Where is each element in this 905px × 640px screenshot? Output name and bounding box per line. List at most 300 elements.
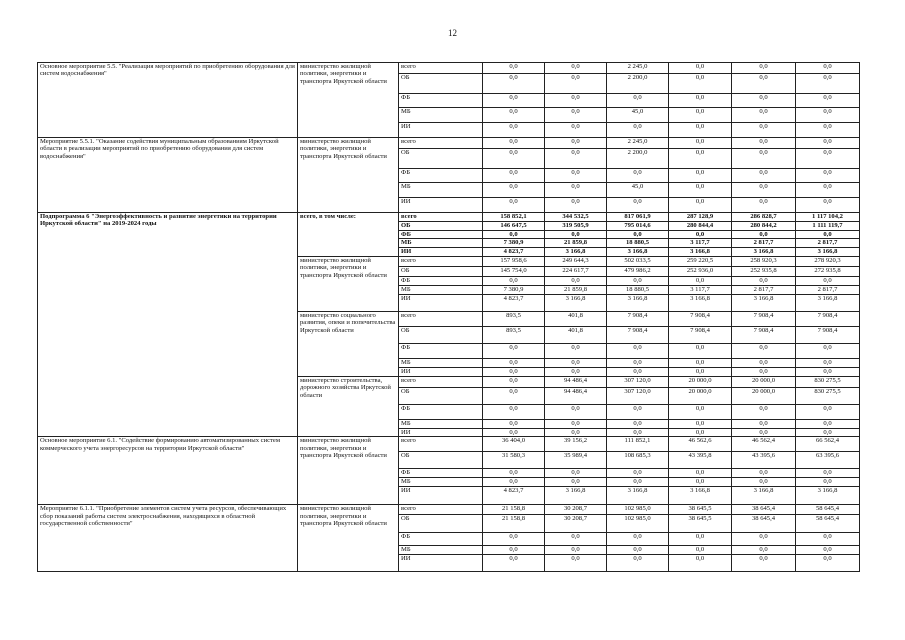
amount-cell: 0,0	[669, 231, 732, 239]
amount-cell: 2 817,7	[796, 285, 860, 294]
funding-source: МБ	[399, 108, 483, 123]
activity-name: Основное мероприятие 6.1. "Содействие формированию автоматизированных систем коммерческого учета энергоресурсов на территории Иркутской области"	[38, 437, 298, 505]
amount-cell: 3 166,8	[732, 487, 796, 505]
amount-cell: 893,5	[483, 311, 545, 326]
amount-cell: 0,0	[545, 123, 607, 138]
funding-source: всего	[399, 376, 483, 387]
amount-cell: 0,0	[483, 343, 545, 358]
amount-cell: 0,0	[732, 149, 796, 169]
amount-cell: 0,0	[796, 198, 860, 213]
amount-cell: 0,0	[545, 404, 607, 419]
amount-cell: 0,0	[732, 94, 796, 108]
amount-cell: 0,0	[483, 533, 545, 546]
funding-source: всего	[399, 63, 483, 74]
amount-cell: 0,0	[545, 428, 607, 436]
amount-cell: 0,0	[545, 108, 607, 123]
amount-cell: 830 275,5	[796, 376, 860, 387]
amount-cell: 30 208,7	[545, 505, 607, 515]
funding-source: ИИ	[399, 123, 483, 138]
amount-cell: 46 562,6	[669, 437, 732, 452]
amount-cell: 0,0	[732, 404, 796, 419]
amount-cell: 0,0	[796, 183, 860, 198]
amount-cell: 7 908,4	[796, 326, 860, 343]
amount-cell: 94 486,4	[545, 376, 607, 387]
amount-cell: 0,0	[669, 123, 732, 138]
amount-cell: 259 220,5	[669, 256, 732, 266]
amount-cell: 66 562,4	[796, 437, 860, 452]
amount-cell: 18 880,5	[607, 239, 669, 248]
amount-cell: 0,0	[669, 138, 732, 149]
amount-cell: 0,0	[669, 469, 732, 478]
amount-cell: 319 505,9	[545, 222, 607, 231]
amount-cell: 102 985,0	[607, 515, 669, 533]
funding-source: ИИ	[399, 294, 483, 311]
amount-cell: 0,0	[669, 343, 732, 358]
funding-source: ОБ	[399, 266, 483, 276]
amount-cell: 0,0	[732, 169, 796, 183]
amount-cell: 0,0	[545, 169, 607, 183]
amount-cell: 0,0	[483, 183, 545, 198]
executor-name: всего, в том числе:	[298, 213, 399, 257]
amount-cell: 0,0	[669, 555, 732, 572]
amount-cell: 0,0	[796, 469, 860, 478]
amount-cell: 0,0	[545, 343, 607, 358]
amount-cell: 0,0	[669, 367, 732, 376]
table-row	[38, 505, 860, 515]
funding-source: ИИ	[399, 367, 483, 376]
amount-cell: 401,8	[545, 311, 607, 326]
amount-cell: 0,0	[483, 108, 545, 123]
table-row	[38, 138, 860, 149]
amount-cell: 7 908,4	[796, 311, 860, 326]
amount-cell: 0,0	[483, 138, 545, 149]
amount-cell: 0,0	[796, 123, 860, 138]
amount-cell: 0,0	[796, 63, 860, 74]
amount-cell: 31 580,3	[483, 452, 545, 469]
funding-source: ФБ	[399, 276, 483, 285]
amount-cell: 307 120,0	[607, 376, 669, 387]
amount-cell: 145 754,0	[483, 266, 545, 276]
amount-cell: 0,0	[545, 478, 607, 487]
amount-cell: 0,0	[545, 367, 607, 376]
activity-name: Подпрограмма 6 "Энергоэффективность и развитие энергетики на территории Иркутской области" на 2019-2024 годы	[38, 213, 298, 437]
amount-cell: 0,0	[483, 74, 545, 94]
amount-cell: 3 166,8	[607, 294, 669, 311]
amount-cell: 108 685,3	[607, 452, 669, 469]
amount-cell: 38 645,5	[669, 505, 732, 515]
amount-cell: 0,0	[607, 94, 669, 108]
amount-cell: 7 380,9	[483, 239, 545, 248]
amount-cell: 3 117,7	[669, 285, 732, 294]
amount-cell: 2 817,7	[796, 239, 860, 248]
amount-cell: 158 852,1	[483, 213, 545, 222]
amount-cell: 0,0	[669, 149, 732, 169]
amount-cell: 0,0	[483, 63, 545, 74]
amount-cell: 3 166,8	[732, 294, 796, 311]
table-row	[38, 63, 860, 74]
amount-cell: 0,0	[732, 419, 796, 428]
funding-source: ФБ	[399, 469, 483, 478]
amount-cell: 2 200,0	[607, 74, 669, 94]
funding-source: всего	[399, 213, 483, 222]
amount-cell: 1 111 119,7	[796, 222, 860, 231]
amount-cell: 0,0	[732, 123, 796, 138]
amount-cell: 157 958,6	[483, 256, 545, 266]
amount-cell: 0,0	[669, 276, 732, 285]
amount-cell: 21 859,8	[545, 285, 607, 294]
amount-cell: 7 908,4	[607, 311, 669, 326]
amount-cell: 3 166,8	[607, 487, 669, 505]
funding-source: ИИ	[399, 428, 483, 436]
amount-cell: 0,0	[483, 555, 545, 572]
amount-cell: 0,0	[796, 533, 860, 546]
amount-cell: 0,0	[483, 276, 545, 285]
amount-cell: 0,0	[607, 169, 669, 183]
amount-cell: 0,0	[545, 231, 607, 239]
amount-cell: 0,0	[796, 546, 860, 555]
funding-source: ФБ	[399, 533, 483, 546]
funding-source: МБ	[399, 285, 483, 294]
amount-cell: 0,0	[732, 428, 796, 436]
amount-cell: 0,0	[483, 376, 545, 387]
amount-cell: 0,0	[669, 404, 732, 419]
amount-cell: 7 908,4	[732, 326, 796, 343]
executor-name: министерство строительства, дорожного хозяйства Иркутской области	[298, 376, 399, 436]
amount-cell: 0,0	[669, 108, 732, 123]
amount-cell: 21 158,8	[483, 515, 545, 533]
amount-cell: 0,0	[483, 404, 545, 419]
amount-cell: 0,0	[796, 478, 860, 487]
amount-cell: 0,0	[796, 367, 860, 376]
amount-cell: 0,0	[545, 555, 607, 572]
amount-cell: 0,0	[545, 198, 607, 213]
executor-name: министерство социального развития, опеки и попечительства Иркутской области	[298, 311, 399, 376]
amount-cell: 287 128,9	[669, 213, 732, 222]
amount-cell: 0,0	[607, 276, 669, 285]
amount-cell: 0,0	[545, 546, 607, 555]
funding-source: ОБ	[399, 222, 483, 231]
amount-cell: 0,0	[545, 94, 607, 108]
amount-cell: 94 486,4	[545, 387, 607, 404]
amount-cell: 0,0	[732, 63, 796, 74]
amount-cell: 58 645,4	[796, 505, 860, 515]
funding-source: МБ	[399, 478, 483, 487]
amount-cell: 3 117,7	[669, 239, 732, 248]
funding-source: ОБ	[399, 149, 483, 169]
amount-cell: 3 166,8	[796, 294, 860, 311]
amount-cell: 102 985,0	[607, 505, 669, 515]
amount-cell: 0,0	[796, 231, 860, 239]
amount-cell: 0,0	[545, 533, 607, 546]
amount-cell: 0,0	[796, 138, 860, 149]
amount-cell: 3 166,8	[607, 248, 669, 256]
amount-cell: 3 166,8	[545, 487, 607, 505]
amount-cell: 280 844,4	[669, 222, 732, 231]
amount-cell: 20 000,0	[669, 376, 732, 387]
amount-cell: 0,0	[607, 367, 669, 376]
activity-name: Мероприятие 6.1.1. "Приобретение элементов систем учета ресурсов, обеспечивающих сбор показаний работы систем электроснабжения, находящихся в областной государственной собственности"	[38, 505, 298, 572]
amount-cell: 278 920,3	[796, 256, 860, 266]
funding-source: МБ	[399, 183, 483, 198]
amount-cell: 0,0	[732, 138, 796, 149]
funding-source: ИИ	[399, 487, 483, 505]
amount-cell: 0,0	[796, 343, 860, 358]
amount-cell: 0,0	[483, 94, 545, 108]
amount-cell: 63 395,6	[796, 452, 860, 469]
amount-cell: 0,0	[796, 94, 860, 108]
amount-cell: 21 859,8	[545, 239, 607, 248]
amount-cell: 286 828,7	[732, 213, 796, 222]
amount-cell: 0,0	[732, 183, 796, 198]
amount-cell: 0,0	[483, 149, 545, 169]
amount-cell: 893,5	[483, 326, 545, 343]
amount-cell: 0,0	[796, 358, 860, 367]
funding-source: ФБ	[399, 231, 483, 239]
amount-cell: 0,0	[607, 533, 669, 546]
amount-cell: 0,0	[483, 469, 545, 478]
amount-cell: 4 823,7	[483, 487, 545, 505]
amount-cell: 252 936,0	[669, 266, 732, 276]
amount-cell: 401,8	[545, 326, 607, 343]
amount-cell: 3 166,8	[732, 248, 796, 256]
amount-cell: 4 823,7	[483, 248, 545, 256]
amount-cell: 7 908,4	[607, 326, 669, 343]
amount-cell: 1 117 104,2	[796, 213, 860, 222]
amount-cell: 0,0	[483, 478, 545, 487]
funding-source: ФБ	[399, 343, 483, 358]
amount-cell: 0,0	[607, 123, 669, 138]
amount-cell: 20 000,0	[732, 387, 796, 404]
funding-source: МБ	[399, 358, 483, 367]
amount-cell: 0,0	[607, 358, 669, 367]
funding-source: всего	[399, 256, 483, 266]
amount-cell: 0,0	[607, 198, 669, 213]
amount-cell: 0,0	[545, 276, 607, 285]
funding-source: МБ	[399, 419, 483, 428]
page-number: 12	[448, 28, 457, 38]
amount-cell: 0,0	[669, 63, 732, 74]
amount-cell: 0,0	[669, 198, 732, 213]
table-row	[38, 213, 860, 222]
amount-cell: 0,0	[669, 169, 732, 183]
amount-cell: 46 562,4	[732, 437, 796, 452]
executor-name: министерство жилищной политики, энергетики и транспорта Иркутской области	[298, 505, 399, 572]
funding-source: ФБ	[399, 404, 483, 419]
funding-source: ОБ	[399, 387, 483, 404]
funding-source: ИИ	[399, 555, 483, 572]
amount-cell: 224 617,7	[545, 266, 607, 276]
amount-cell: 0,0	[607, 469, 669, 478]
amount-cell: 0,0	[732, 478, 796, 487]
amount-cell: 0,0	[732, 108, 796, 123]
funding-source: всего	[399, 311, 483, 326]
amount-cell: 3 166,8	[545, 294, 607, 311]
amount-cell: 479 986,2	[607, 266, 669, 276]
amount-cell: 20 000,0	[732, 376, 796, 387]
amount-cell: 2 245,0	[607, 63, 669, 74]
amount-cell: 249 644,3	[545, 256, 607, 266]
amount-cell: 0,0	[669, 533, 732, 546]
amount-cell: 258 920,3	[732, 256, 796, 266]
amount-cell: 817 061,9	[607, 213, 669, 222]
amount-cell: 2 817,7	[732, 285, 796, 294]
amount-cell: 0,0	[669, 478, 732, 487]
amount-cell: 3 166,8	[796, 487, 860, 505]
amount-cell: 39 156,2	[545, 437, 607, 452]
amount-cell: 58 645,4	[796, 515, 860, 533]
funding-source: всего	[399, 505, 483, 515]
amount-cell: 0,0	[796, 276, 860, 285]
amount-cell: 0,0	[732, 469, 796, 478]
amount-cell: 0,0	[545, 469, 607, 478]
executor-name: министерство жилищной политики, энергетики и транспорта Иркутской области	[298, 138, 399, 213]
amount-cell: 45,0	[607, 183, 669, 198]
amount-cell: 0,0	[607, 478, 669, 487]
amount-cell: 7 908,4	[669, 326, 732, 343]
funding-source: всего	[399, 437, 483, 452]
amount-cell: 0,0	[545, 63, 607, 74]
amount-cell: 0,0	[796, 419, 860, 428]
amount-cell: 2 200,0	[607, 149, 669, 169]
amount-cell: 280 844,2	[732, 222, 796, 231]
amount-cell: 38 645,4	[732, 515, 796, 533]
amount-cell: 4 823,7	[483, 294, 545, 311]
amount-cell: 795 014,6	[607, 222, 669, 231]
amount-cell: 0,0	[483, 546, 545, 555]
funding-source: ИИ	[399, 198, 483, 213]
amount-cell: 0,0	[669, 358, 732, 367]
amount-cell: 0,0	[545, 183, 607, 198]
amount-cell: 2 245,0	[607, 138, 669, 149]
funding-source: ОБ	[399, 74, 483, 94]
table-row	[38, 437, 860, 452]
amount-cell: 35 989,4	[545, 452, 607, 469]
amount-cell: 0,0	[796, 555, 860, 572]
amount-cell: 0,0	[545, 149, 607, 169]
amount-cell: 0,0	[607, 231, 669, 239]
amount-cell: 0,0	[796, 74, 860, 94]
amount-cell: 0,0	[669, 94, 732, 108]
amount-cell: 0,0	[669, 74, 732, 94]
funding-source: МБ	[399, 239, 483, 248]
amount-cell: 0,0	[796, 169, 860, 183]
amount-cell: 3 166,8	[545, 248, 607, 256]
amount-cell: 2 817,7	[732, 239, 796, 248]
funding-source: ОБ	[399, 326, 483, 343]
amount-cell: 502 033,5	[607, 256, 669, 266]
amount-cell: 344 532,5	[545, 213, 607, 222]
amount-cell: 7 380,9	[483, 285, 545, 294]
amount-cell: 0,0	[483, 419, 545, 428]
executor-name: министерство жилищной политики, энергетики и транспорта Иркутской области	[298, 437, 399, 505]
amount-cell: 0,0	[796, 149, 860, 169]
amount-cell: 0,0	[545, 138, 607, 149]
amount-cell: 3 166,8	[796, 248, 860, 256]
amount-cell: 0,0	[732, 198, 796, 213]
amount-cell: 0,0	[669, 428, 732, 436]
amount-cell: 7 908,4	[732, 311, 796, 326]
funding-source: ОБ	[399, 515, 483, 533]
amount-cell: 0,0	[796, 404, 860, 419]
amount-cell: 0,0	[732, 358, 796, 367]
amount-cell: 272 935,8	[796, 266, 860, 276]
amount-cell: 0,0	[607, 555, 669, 572]
amount-cell: 0,0	[732, 546, 796, 555]
amount-cell: 0,0	[732, 276, 796, 285]
amount-cell: 38 645,4	[732, 505, 796, 515]
funding-source: МБ	[399, 546, 483, 555]
amount-cell: 0,0	[607, 404, 669, 419]
activity-name: Мероприятие 5.5.1. "Оказание содействия муниципальным образованиям Иркутской области в реализации мероприятий по приобретению оборудования для систем водоснабжения"	[38, 138, 298, 213]
amount-cell: 0,0	[483, 169, 545, 183]
executor-name: министерство жилищной политики, энергетики и транспорта Иркутской области	[298, 256, 399, 311]
amount-cell: 0,0	[483, 231, 545, 239]
budget-table	[37, 62, 860, 572]
funding-source: всего	[399, 138, 483, 149]
amount-cell: 43 395,8	[669, 452, 732, 469]
amount-cell: 0,0	[796, 108, 860, 123]
amount-cell: 36 404,0	[483, 437, 545, 452]
amount-cell: 3 166,8	[669, 294, 732, 311]
amount-cell: 0,0	[483, 387, 545, 404]
amount-cell: 43 395,6	[732, 452, 796, 469]
amount-cell: 0,0	[607, 546, 669, 555]
amount-cell: 0,0	[483, 428, 545, 436]
funding-source: ФБ	[399, 94, 483, 108]
activity-name: Основное мероприятие 5.5. "Реализация мероприятий по приобретению оборудования для систем водоснабжения"	[38, 63, 298, 138]
amount-cell: 7 908,4	[669, 311, 732, 326]
amount-cell: 0,0	[732, 367, 796, 376]
amount-cell: 0,0	[483, 198, 545, 213]
amount-cell: 0,0	[796, 428, 860, 436]
amount-cell: 0,0	[669, 546, 732, 555]
amount-cell: 45,0	[607, 108, 669, 123]
amount-cell: 0,0	[607, 419, 669, 428]
amount-cell: 0,0	[732, 533, 796, 546]
funding-source: ОБ	[399, 452, 483, 469]
amount-cell: 0,0	[732, 555, 796, 572]
amount-cell: 18 880,5	[607, 285, 669, 294]
amount-cell: 0,0	[545, 358, 607, 367]
amount-cell: 0,0	[545, 74, 607, 94]
amount-cell: 3 166,8	[669, 248, 732, 256]
amount-cell: 0,0	[545, 419, 607, 428]
amount-cell: 30 208,7	[545, 515, 607, 533]
amount-cell: 38 645,5	[669, 515, 732, 533]
amount-cell: 3 166,8	[669, 487, 732, 505]
amount-cell: 0,0	[483, 358, 545, 367]
amount-cell: 146 647,5	[483, 222, 545, 231]
amount-cell: 21 158,8	[483, 505, 545, 515]
amount-cell: 0,0	[669, 419, 732, 428]
amount-cell: 0,0	[607, 343, 669, 358]
amount-cell: 0,0	[483, 123, 545, 138]
amount-cell: 0,0	[732, 343, 796, 358]
executor-name: министерство жилищной политики, энергетики и транспорта Иркутской области	[298, 63, 399, 138]
funding-source: ФБ	[399, 169, 483, 183]
amount-cell: 0,0	[607, 428, 669, 436]
amount-cell: 307 120,0	[607, 387, 669, 404]
amount-cell: 0,0	[483, 367, 545, 376]
amount-cell: 0,0	[732, 74, 796, 94]
amount-cell: 0,0	[669, 183, 732, 198]
amount-cell: 111 852,1	[607, 437, 669, 452]
funding-source: ИИ	[399, 248, 483, 256]
amount-cell: 0,0	[732, 231, 796, 239]
amount-cell: 830 275,5	[796, 387, 860, 404]
amount-cell: 20 000,0	[669, 387, 732, 404]
amount-cell: 252 935,8	[732, 266, 796, 276]
